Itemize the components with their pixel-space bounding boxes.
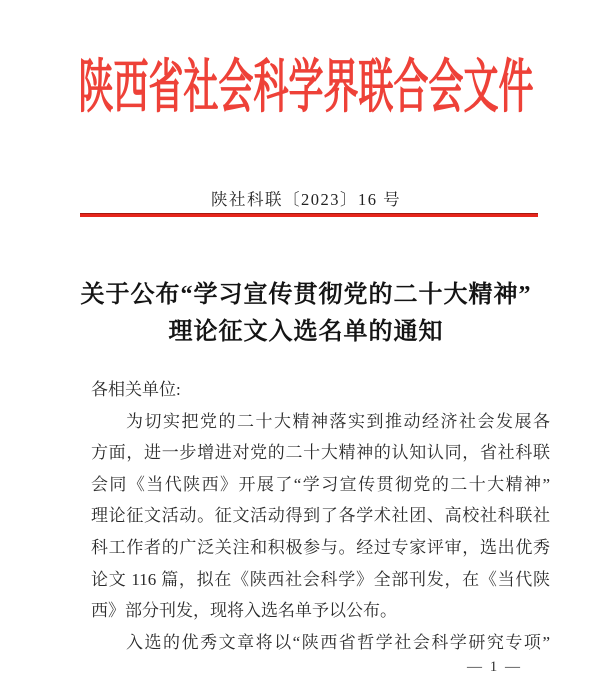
- document-number: 陕社科联〔2023〕16 号: [210, 190, 402, 209]
- body-line: 论文 116 篇，拟在《陕西社会科学》全部刊发，在《当代陕: [91, 569, 550, 589]
- body-line: 理论征文活动。征文活动得到了各学术社团、高校社科联社: [91, 506, 550, 526]
- red-header-divider: [80, 213, 538, 217]
- document-title: [0, 277, 612, 351]
- document-title-line1: 关于公布“学习宣传贯彻党的二十大精神”: [80, 282, 532, 308]
- document-body: [91, 374, 550, 658]
- letterhead-org-title: 陕西省社会科学界联合会文件: [78, 54, 534, 120]
- page-number: — 1 —: [467, 659, 522, 675]
- body-line: 科工作者的广泛关注和积极参与。经过专家评审，选出优秀: [91, 537, 550, 557]
- body-line: 方面，进一步增进对党的二十大精神的认知认同，省社科联: [91, 443, 550, 463]
- document-title-line2: 理论征文入选名单的通知: [168, 319, 444, 345]
- body-line: 西》部分刊发，现将入选名单予以公布。: [91, 601, 397, 621]
- body-line: 入选的优秀文章将以“陕西省哲学社会科学研究专项”: [126, 632, 550, 652]
- body-line-salutation: 各相关单位:: [91, 380, 181, 399]
- body-line: 会同《当代陕西》开展了“学习宣传贯彻党的二十大精神”: [91, 474, 550, 494]
- body-line: 为切实把党的二十大精神落实到推动经济社会发展各: [126, 411, 550, 431]
